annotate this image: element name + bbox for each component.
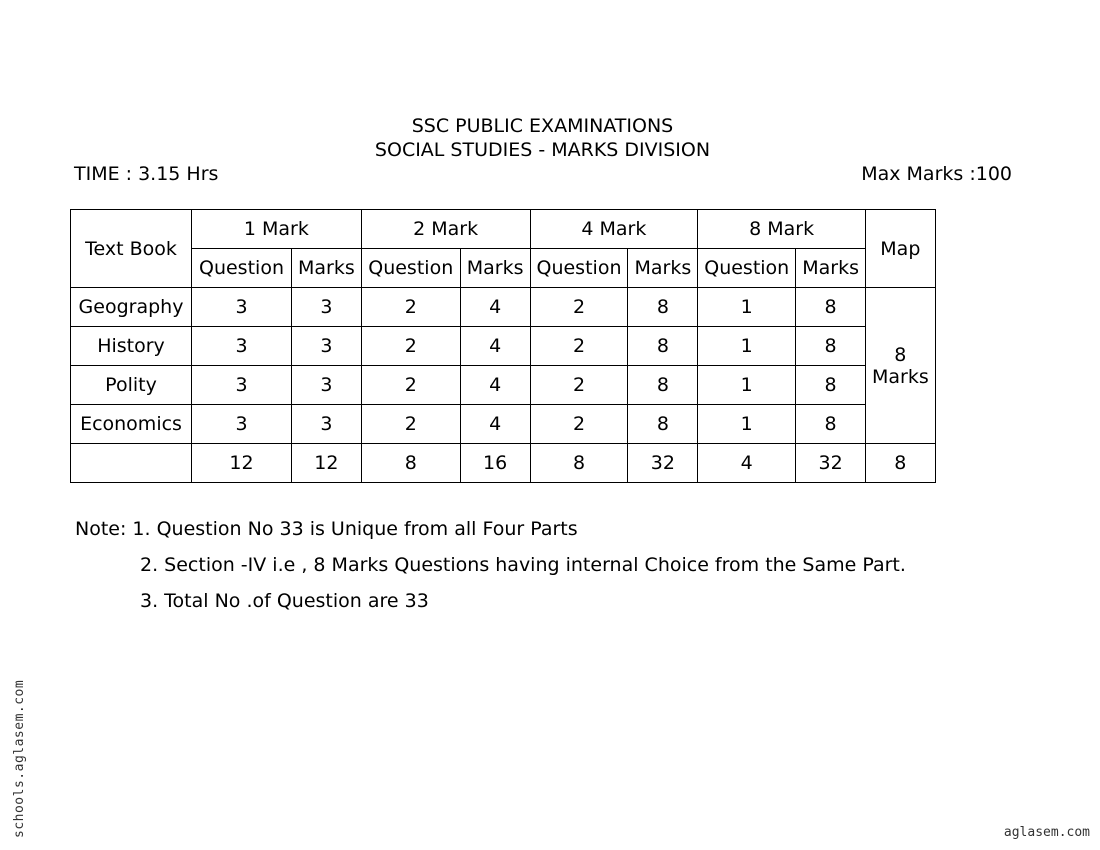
table-cell: 3 — [192, 405, 292, 444]
table-cell: 3 — [192, 288, 292, 327]
marks-division-table — [70, 209, 936, 483]
table-cell: 8 — [628, 327, 698, 366]
note-3: 3. Total No .of Question are 33 — [140, 590, 429, 612]
table-cell: 1 — [698, 405, 796, 444]
row-label: Geography — [71, 288, 192, 327]
table-cell: 2 — [530, 405, 628, 444]
table-cell: 1 — [698, 366, 796, 405]
table-cell: 4 — [460, 366, 530, 405]
table-cell: 2 — [361, 288, 460, 327]
group-header-1-mark: 1 Mark — [192, 210, 362, 249]
subheader-marks: Marks — [460, 249, 530, 288]
map-marks-value: 8 — [894, 343, 907, 366]
total-cell: 12 — [292, 444, 362, 483]
total-cell: 8 — [361, 444, 460, 483]
table-row — [71, 327, 936, 366]
totals-row — [71, 444, 936, 483]
map-marks-unit: Marks — [871, 365, 929, 388]
title-line-2: SOCIAL STUDIES - MARKS DIVISION — [374, 139, 711, 161]
table-cell: 3 — [292, 327, 362, 366]
table-cell: 8 — [796, 405, 866, 444]
table-cell: 2 — [361, 327, 460, 366]
total-cell: 4 — [698, 444, 796, 483]
subheader-question: Question — [698, 249, 796, 288]
table-cell: 3 — [292, 366, 362, 405]
total-cell: 32 — [796, 444, 866, 483]
table-cell: 1 — [698, 288, 796, 327]
side-watermark: schools.aglasem.com — [12, 679, 27, 838]
corner-watermark: aglasem.com — [1003, 825, 1090, 840]
table-cell: 3 — [292, 405, 362, 444]
total-cell: 8 — [530, 444, 628, 483]
table-header-row — [71, 210, 936, 249]
table-cell: 8 — [628, 288, 698, 327]
table-row — [71, 405, 936, 444]
table-cell: 4 — [460, 405, 530, 444]
table-cell: 8 — [796, 366, 866, 405]
total-cell: 16 — [460, 444, 530, 483]
max-marks: Max Marks :100 — [861, 163, 1012, 185]
subheader-marks: Marks — [796, 249, 866, 288]
table-row — [71, 366, 936, 405]
table-cell: 4 — [460, 327, 530, 366]
table-cell: 8 — [796, 327, 866, 366]
group-header-4-mark: 4 Mark — [530, 210, 698, 249]
table-cell: 2 — [530, 327, 628, 366]
subheader-question: Question — [361, 249, 460, 288]
row-label: Polity — [71, 366, 192, 405]
title-line-1: SSC PUBLIC EXAMINATIONS — [411, 115, 674, 137]
table-cell: 2 — [530, 288, 628, 327]
group-header-2-mark: 2 Mark — [361, 210, 530, 249]
table-cell: 8 — [796, 288, 866, 327]
subheader-marks: Marks — [628, 249, 698, 288]
note-2: 2. Section -IV i.e , 8 Marks Questions having internal Choice from the Same Part. — [140, 554, 906, 576]
totals-label-empty — [71, 444, 192, 483]
map-total-cell: 8 — [865, 444, 935, 483]
total-cell: 32 — [628, 444, 698, 483]
table-cell: 8 — [628, 366, 698, 405]
table-cell: 2 — [361, 405, 460, 444]
table-cell: 4 — [460, 288, 530, 327]
table-cell: 3 — [192, 327, 292, 366]
row-label: Economics — [71, 405, 192, 444]
table-cell: 3 — [192, 366, 292, 405]
table-cell: 2 — [530, 366, 628, 405]
total-cell: 12 — [192, 444, 292, 483]
table-cell: 2 — [361, 366, 460, 405]
exam-time: TIME : 3.15 Hrs — [74, 163, 219, 185]
table-cell: 8 — [628, 405, 698, 444]
table-cell: 3 — [292, 288, 362, 327]
map-marks-cell — [865, 288, 935, 444]
row-label: History — [71, 327, 192, 366]
group-header-8-mark: 8 Mark — [698, 210, 866, 249]
map-header: Map — [865, 210, 935, 288]
subheader-marks: Marks — [292, 249, 362, 288]
note-1: Note: 1. Question No 33 is Unique from all Four Parts — [75, 518, 578, 540]
table-cell: 1 — [698, 327, 796, 366]
table-subheader-row — [71, 249, 936, 288]
subheader-question: Question — [192, 249, 292, 288]
textbook-header: Text Book — [71, 210, 192, 288]
table-row — [71, 288, 936, 327]
subheader-question: Question — [530, 249, 628, 288]
